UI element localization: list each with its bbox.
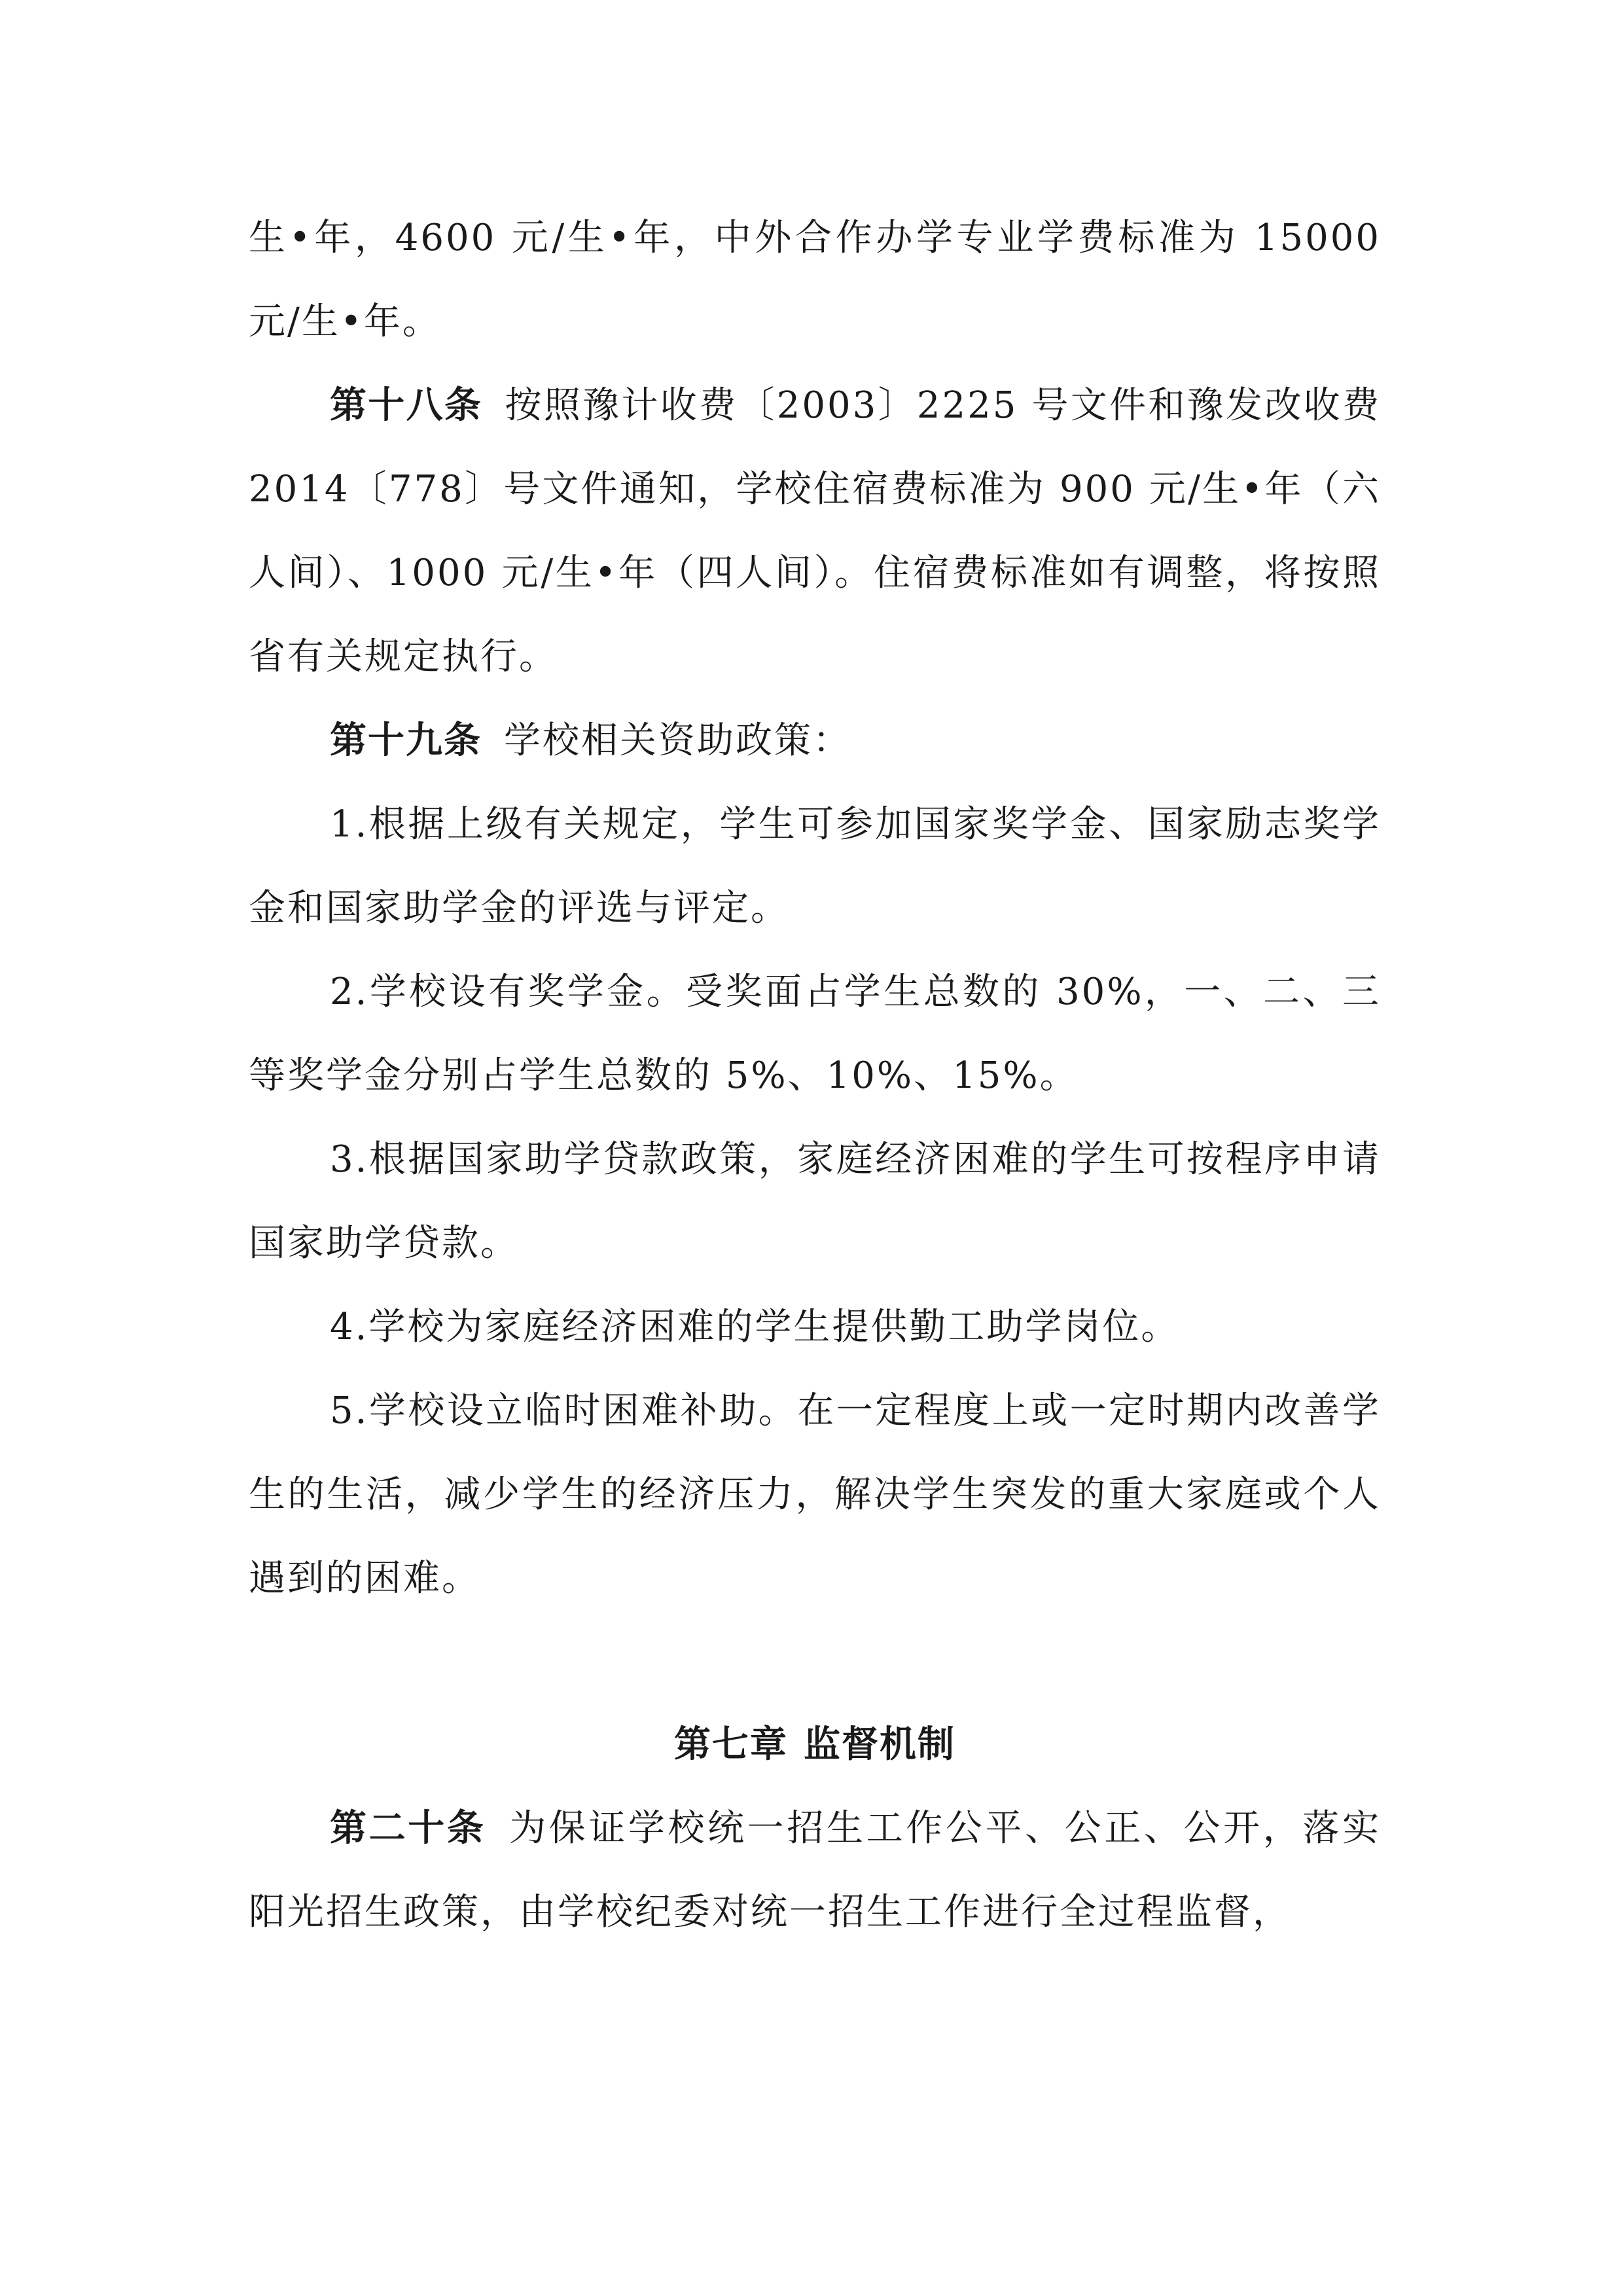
document-body	[249, 196, 1381, 1954]
chapter-7-name: 监督机制	[804, 1723, 955, 1766]
article-20-label: 第二十条	[330, 1807, 486, 1850]
article-19-item-1: 1.根据上级有关规定，学生可参加国家奖学金、国家励志奖学金和国家助学金的评选与评定。	[249, 803, 1381, 929]
article-19-label: 第十九条	[330, 719, 482, 762]
chapter-7-title	[249, 1703, 1381, 1787]
article-20-text: 为保证学校统一招生工作公平、公正、公开，落实阳光招生政策，由学校纪委对统一招生工作进行全过程监督，	[249, 1807, 1382, 1933]
article-18	[249, 364, 1381, 699]
article-19-item-2: 2.学校设有奖学金。受奖面占学生总数的 30%，一、二、三等奖学金分别占学生总数的 5%、10%、15%。	[249, 971, 1381, 1097]
article-19-item-4: 4.学校为家庭经济困难的学生提供勤工助学岗位。	[330, 1306, 1180, 1348]
article-19-item-3: 3.根据国家助学贷款政策，家庭经济困难的学生可按程序申请国家助学贷款。	[249, 1138, 1381, 1265]
article-18-label: 第十八条	[330, 384, 483, 427]
article-20	[249, 1787, 1381, 1954]
chapter-7-number: 第七章	[674, 1723, 788, 1766]
paragraph-tuition-continuation: 生•年，4600 元/生•年，中外合作办学专业学费标准为 15000 元/生•年。	[249, 217, 1381, 343]
article-19-item-5: 5.学校设立临时困难补助。在一定程度上或一定时期内改善学生的生活，减少学生的经济压力，解决学生突发的重大家庭或个人遇到的困难。	[249, 1390, 1381, 1600]
article-18-text: 按照豫计收费〔2003〕2225 号文件和豫发改收费 2014〔778〕号文件通知，学校住宿费标准为 900 元/生•年（六人间）、1000 元/生•年（四人间）。住宿费标准如有调整，将按照省有关规定执行。	[249, 384, 1381, 678]
article-19	[249, 699, 1381, 783]
article-19-text: 学校相关资助政策：	[504, 719, 851, 762]
